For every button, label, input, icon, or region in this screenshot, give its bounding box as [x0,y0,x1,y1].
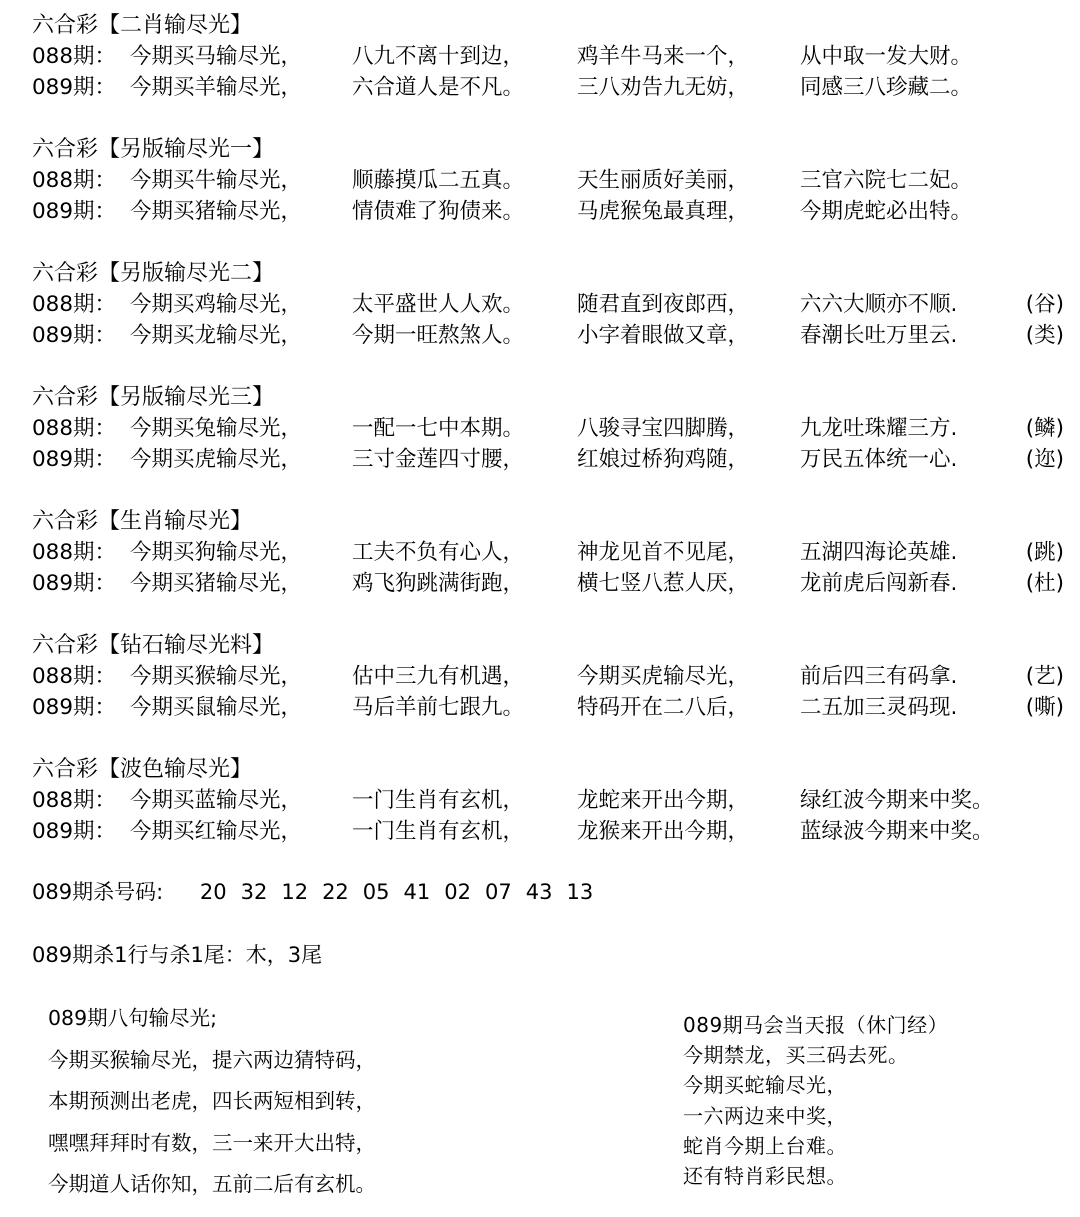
poem-phrase: 龙蛇来开出今期， [577,788,750,813]
poem-phrase: 前后四三有码拿. [800,664,958,689]
section-title: 六合彩【钻石输尽光料】 [32,633,275,658]
poem-phrase: 三寸金莲四寸腰， [352,447,525,472]
poem-section [32,506,1072,599]
poem-phrase: 今期买羊输尽光， [130,75,303,100]
poem-phrase: 今期买马输尽光， [130,44,303,69]
poem-phrase: 三八劝告九无妨， [577,75,750,100]
poem-line [32,289,1072,320]
issue-label: 088期： [32,540,117,565]
poem-phrase: 随君直到夜郎西， [577,292,750,317]
hint-char: (杜) [1025,571,1064,596]
poem-phrase: 六合道人是不凡。 [352,75,525,100]
poem-phrase: 三官六院七二妃。 [800,168,973,193]
horse-report-line: 还有特肖彩民想。 [683,1164,847,1189]
poem-phrase: 一配一七中本期。 [352,416,525,441]
poem-phrase: 今期买猪输尽光， [130,571,303,596]
issue-label: 088期： [32,168,117,193]
poem-phrase: 今期买猪输尽光， [130,199,303,224]
poem-phrase: 从中取一发大财。 [800,44,973,69]
poem-section [32,10,1072,103]
hint-char: (谷) [1025,292,1064,317]
poem-phrase: 鸡飞狗跳满街跑， [352,571,525,596]
poem-section [32,630,1072,723]
poem-phrase: 神龙见首不见尾， [577,540,750,565]
issue-label: 088期： [32,44,117,69]
poem-phrase: 今期买鸡输尽光， [130,292,303,317]
issue-label: 088期： [32,788,117,813]
poem-phrase: 工夫不负有心人， [352,540,525,565]
poem-section [32,754,1072,847]
poem-phrase: 龙前虎后闯新春. [800,571,958,596]
poem-line [32,320,1072,351]
eight-lines-line: 本期预测出老虎，四长两短相到转， [48,1089,376,1113]
issue-label: 089期： [32,75,117,100]
poem-phrase: 今期买蓝输尽光， [130,788,303,813]
poem-phrase: 马虎猴兔最真理， [577,199,750,224]
poem-line [32,41,1072,72]
poem-phrase: 太平盛世人人欢。 [352,292,525,317]
kill-number: 07 [485,880,512,904]
poem-line [32,785,1072,816]
issue-label: 089期： [32,819,117,844]
issue-label: 088期： [32,416,117,441]
eight-lines-block [48,1000,608,1204]
hint-char: (迩) [1025,447,1064,472]
poem-phrase: 今期一旺熬煞人。 [352,323,525,348]
issue-label: 089期： [32,323,117,348]
poem-phrase: 估中三九有机遇， [352,664,525,689]
poem-phrase: 今期买红输尽光， [130,819,303,844]
horse-report-block [683,1010,1063,1191]
issue-label: 089期： [32,571,117,596]
poem-section [32,382,1072,475]
kill-number: 43 [525,880,553,904]
section-title: 六合彩【另版输尽光三】 [32,385,275,410]
kill-numbers-label: 089期杀号码: [32,880,164,904]
kill-number: 32 [240,880,268,904]
kill-numbers-list [170,880,593,904]
horse-report-line: 蛇肖今期上台难。 [683,1133,847,1158]
horse-report-line: 今期买蛇输尽光， [683,1073,847,1098]
kill-number: 20 [199,880,227,904]
poem-phrase: 绿红波今期来中奖。 [800,788,994,813]
eight-lines-line: 嘿嘿拜拜时有数，三一来开大出特， [48,1130,376,1155]
poem-phrase: 六六大顺亦不顺. [800,292,958,317]
section-title: 六合彩【二肖输尽光】 [32,13,253,38]
poem-phrase: 一门生肖有玄机， [352,788,525,813]
poem-phrase: 八九不离十到边， [352,44,525,69]
hint-char: (嘶) [1025,695,1064,720]
poem-phrase: 今期买虎输尽光， [130,447,303,472]
horse-report-title: 089期马会当天报（休门经） [683,1013,949,1037]
poem-phrase: 一门生肖有玄机， [352,819,525,844]
poem-phrase: 天生丽质好美丽， [577,168,750,193]
poem-phrase: 今期买兔输尽光， [130,416,303,441]
poem-phrase: 龙猴来开出今期， [577,819,750,844]
kill-row-tail-line: 089期杀1行与杀1尾：木，3尾 [32,943,323,967]
poem-line [32,692,1072,723]
poem-phrase: 八骏寻宝四脚腾， [577,416,750,441]
hint-char: (艺) [1025,664,1064,689]
issue-label: 089期： [32,695,117,720]
poem-phrase: 万民五体统一心. [800,447,958,472]
kill-numbers-line [32,877,593,908]
poem-phrase: 横七竖八惹人厌， [577,571,750,596]
poem-phrase: 顺藤摸瓜二五真。 [352,168,525,193]
poem-phrase: 今期买龙输尽光， [130,323,303,348]
kill-number: 05 [362,880,390,904]
poem-phrase: 九龙吐珠耀三方. [800,416,958,441]
poem-phrase: 今期买虎输尽光， [577,664,750,689]
poem-phrase: 红娘过桥狗鸡随， [577,447,750,472]
horse-report-line: 今期禁龙，买三码去死。 [683,1043,909,1068]
poem-phrase: 马后羊前七跟九。 [352,695,525,720]
poem-phrase: 今期买猴输尽光， [130,664,303,689]
poem-phrase: 特码开在二八后， [577,695,750,720]
section-title: 六合彩【另版输尽光一】 [32,137,275,162]
section-title: 六合彩【生肖输尽光】 [32,509,253,534]
kill-number: 22 [322,880,349,904]
poem-line [32,816,1072,847]
eight-lines-title: 089期八句输尽光; [48,1006,218,1030]
poem-phrase: 今期买狗输尽光， [130,540,303,565]
kill-number: 13 [566,880,594,904]
poem-phrase: 今期虎蛇必出特。 [800,199,973,224]
poem-line [32,165,1072,196]
section-title: 六合彩【波色输尽光】 [32,757,253,782]
poem-phrase: 鸡羊牛马来一个， [577,44,750,69]
poem-line [32,537,1072,568]
kill-number: 12 [281,880,309,904]
poem-line [32,661,1072,692]
poem-phrase: 春潮长吐万里云. [800,323,958,348]
poem-line [32,568,1072,599]
horse-report-line: 一六两边来中奖， [683,1103,847,1128]
eight-lines-line: 今期买猴输尽光，提六两边猜特码， [48,1047,376,1072]
kill-number: 02 [444,880,471,904]
poem-section [32,258,1072,351]
hint-char: (跳) [1025,540,1064,565]
poem-phrase: 小字着眼做又章， [577,323,750,348]
poem-line [32,72,1072,103]
hint-char: (鳞) [1025,416,1064,441]
poem-line [32,413,1072,444]
issue-label: 088期： [32,292,117,317]
poem-line [32,196,1072,227]
issue-label: 089期： [32,447,117,472]
poem-phrase: 同感三八珍藏二。 [800,75,973,100]
kill-number: 41 [403,880,431,904]
eight-lines-line: 今期道人话你知，五前二后有玄机。 [48,1172,376,1196]
poem-phrase: 蓝绿波今期来中奖。 [800,819,994,844]
poem-phrase: 情债难了狗债来。 [352,199,525,224]
hint-char: (类) [1025,323,1064,348]
poem-line [32,444,1072,475]
poem-phrase: 二五加三灵码现. [800,695,958,720]
poem-phrase: 今期买鼠输尽光， [130,695,303,720]
poem-phrase: 五湖四海论英雄. [800,540,958,565]
issue-label: 089期： [32,199,117,224]
issue-label: 088期： [32,664,117,689]
section-title: 六合彩【另版输尽光二】 [32,261,275,286]
poem-phrase: 今期买牛输尽光， [130,168,303,193]
poem-section [32,134,1072,227]
